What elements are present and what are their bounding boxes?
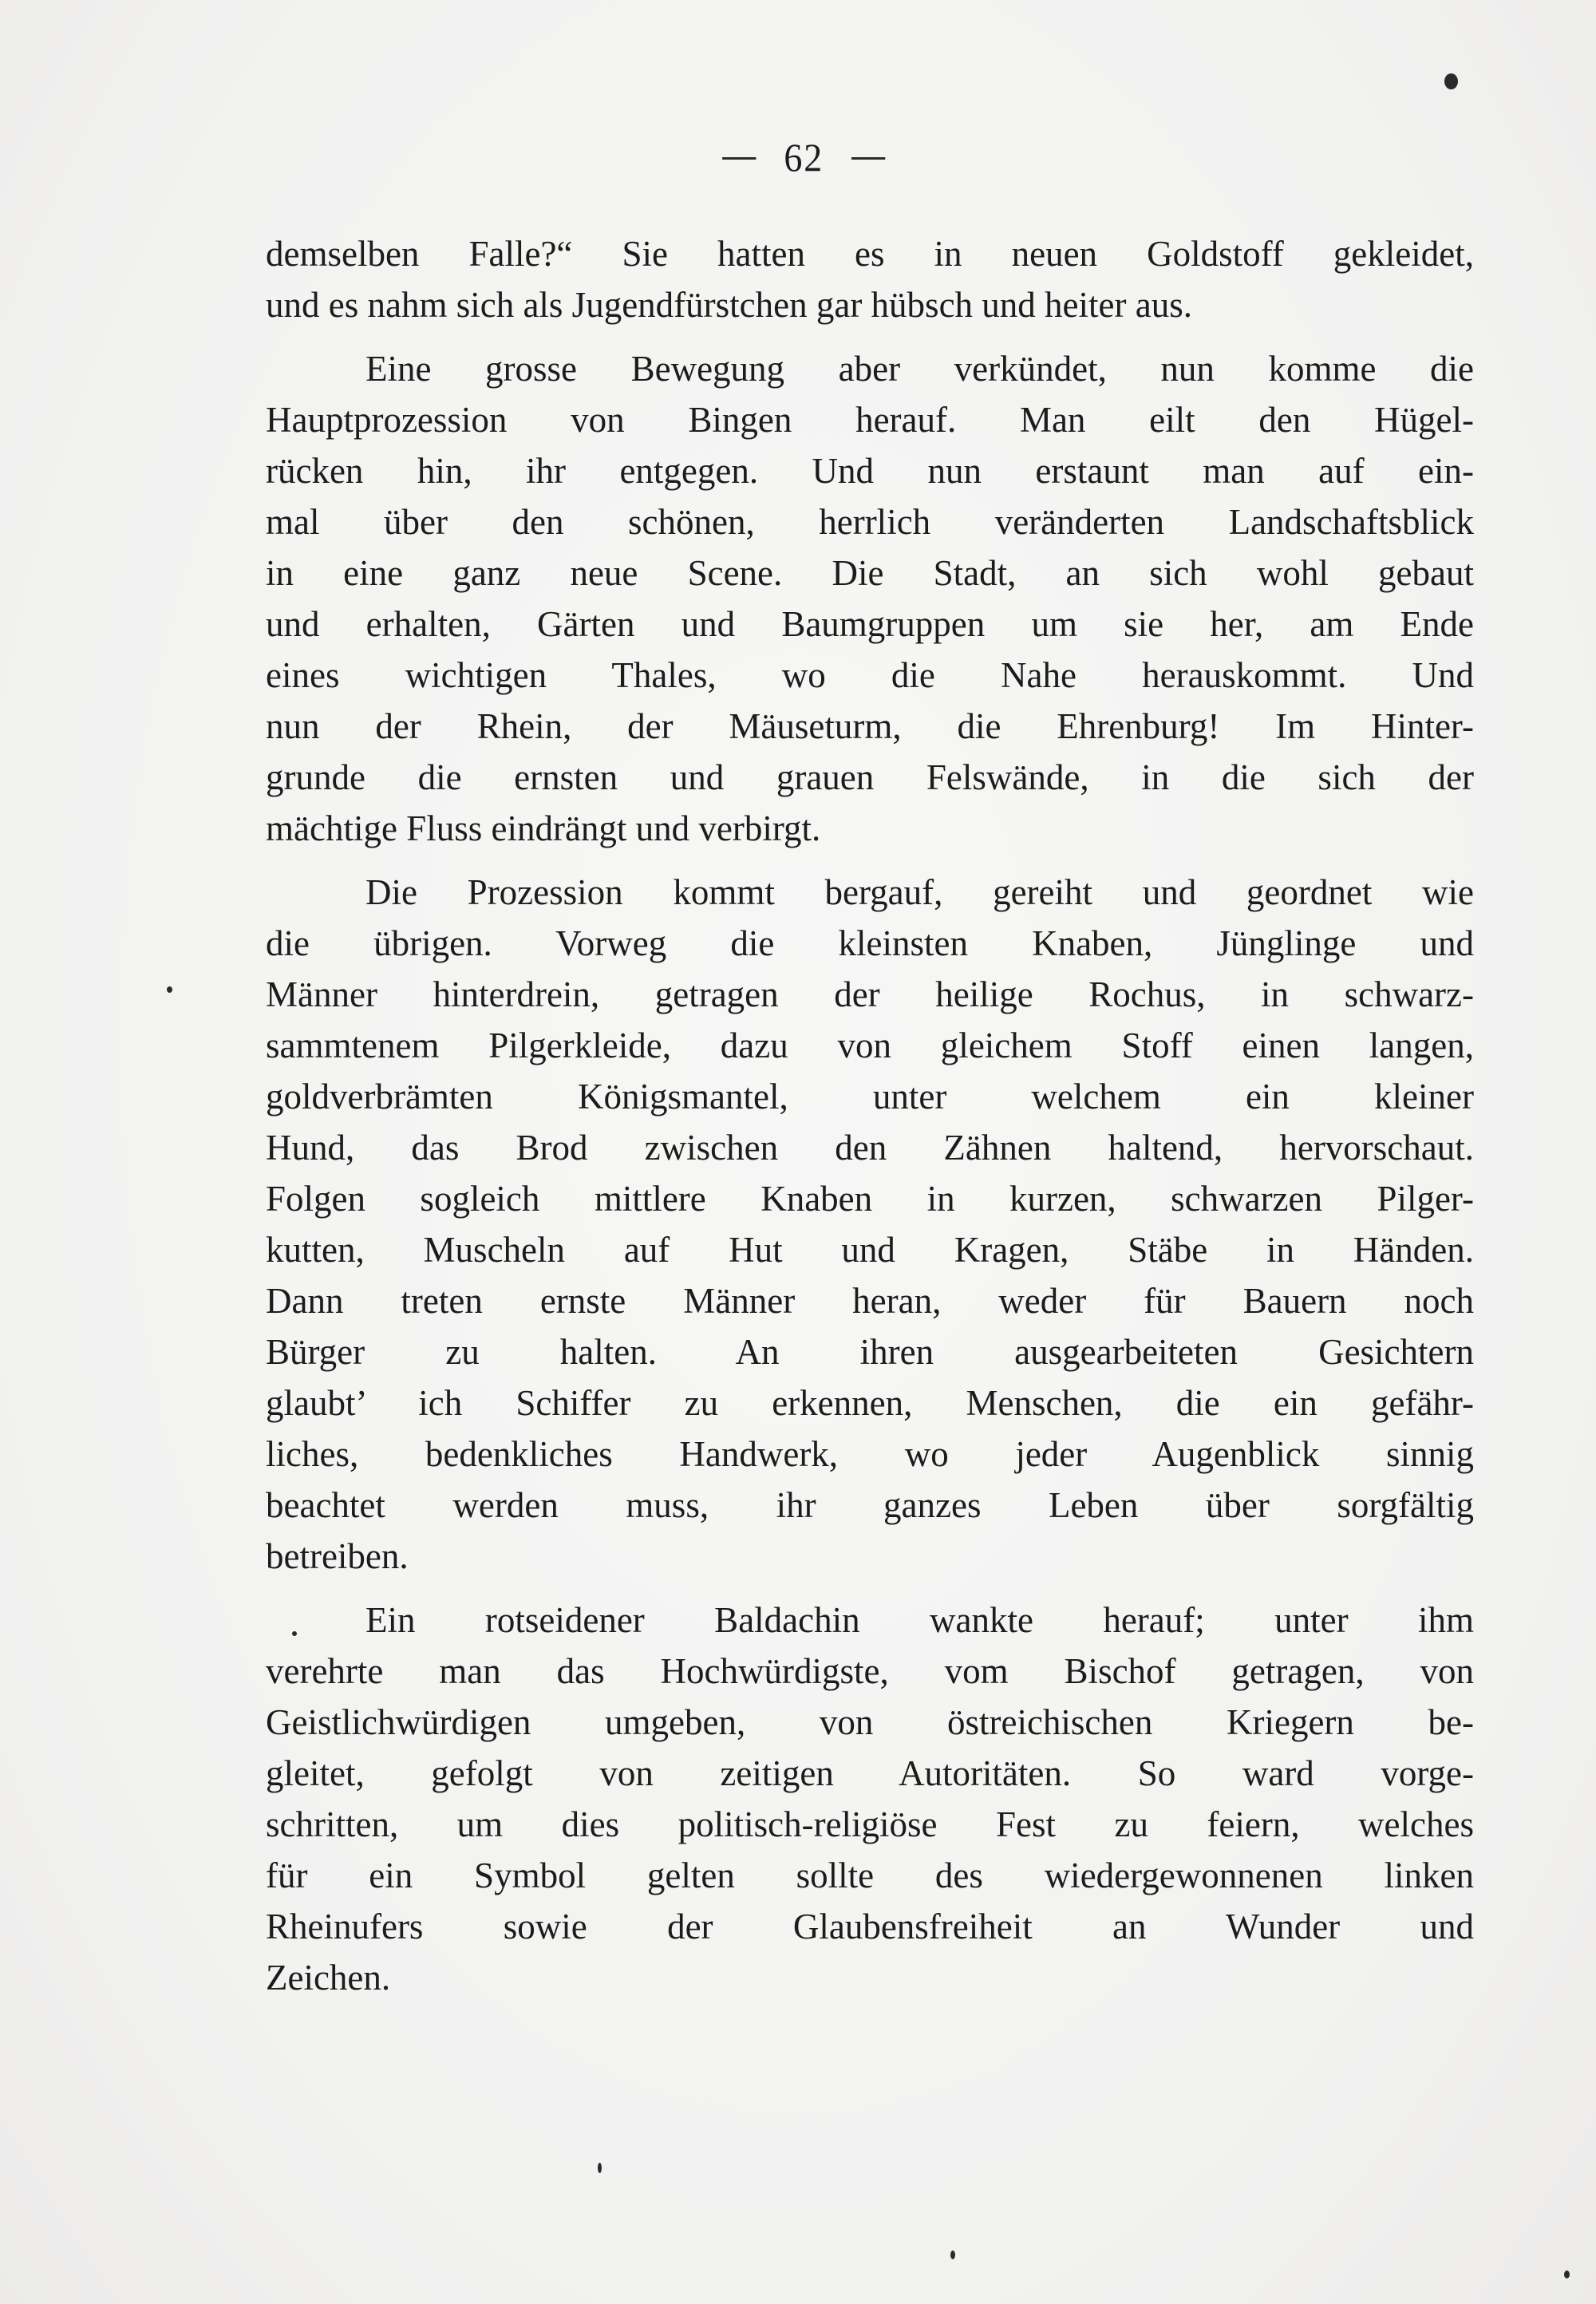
ink-speck (950, 2251, 955, 2259)
paragraph-1 (266, 228, 1474, 330)
text-line: sammtenem Pilgerkleide, dazu von gleichem Stoff einen langen, (266, 1026, 1474, 1065)
text-line: grunde die ernsten und grauen Felswände, in die sich der (266, 757, 1474, 797)
text-line: goldverbrämten Königsmantel, unter welchem ein kleiner (266, 1077, 1474, 1116)
text-line: Bürger zu halten. An ihren ausgearbeiteten Gesichtern (266, 1332, 1474, 1372)
text-line: die übrigen. Vorweg die kleinsten Knaben, Jünglinge und (266, 923, 1474, 963)
text-line: Hund, das Brod zwischen den Zähnen haltend, hervorschaut. (266, 1128, 1474, 1168)
text-line: Folgen sogleich mittlere Knaben in kurzen, schwarzen Pilger- (266, 1179, 1474, 1219)
text-line: mächtige Fluss eindrängt und verbirgt. (266, 808, 821, 848)
text-line: Zeichen. (266, 1958, 391, 1998)
ink-speck (1564, 2270, 1570, 2278)
text-line: eines wichtigen Thales, wo die Nahe herauskommt. Und (266, 655, 1474, 695)
text-line: rücken hin, ihr entgegen. Und nun erstaunt man auf ein- (266, 451, 1474, 491)
ink-speck (167, 986, 172, 993)
text-line: liches, bedenkliches Handwerk, wo jeder Augenblick sinnig (266, 1434, 1474, 1474)
text-line: glaubt’ ich Schiffer zu erkennen, Menschen, die ein gefähr- (266, 1383, 1474, 1423)
paragraph-3 (266, 867, 1474, 1582)
ink-speck (1444, 73, 1458, 89)
text-line: kutten, Muscheln auf Hut und Kragen, Stäbe in Händen. (266, 1230, 1474, 1270)
text-line: in eine ganz neue Scene. Die Stadt, an sich wohl gebaut (266, 553, 1474, 593)
paragraph-4 (266, 1595, 1474, 2003)
text-line: demselben Falle?“ Sie hatten es in neuen Goldstoff gekleidet, (266, 234, 1474, 274)
page-number-value: 62 (784, 135, 824, 180)
text-line: nun der Rhein, der Mäuseturm, die Ehrenburg! Im Hinter- (266, 706, 1474, 746)
page-number (69, 134, 1538, 180)
text-line: mal über den schönen, herrlich veränderten Landschaftsblick (266, 502, 1474, 542)
text-line: Geistlichwürdigen umgeben, von östreichischen Kriegern be- (266, 1702, 1474, 1742)
page-number-dash-left (722, 157, 756, 160)
text-line: Männer hinterdrein, getragen der heilige Rochus, in schwarz- (266, 974, 1474, 1014)
text-line: und erhalten, Gärten und Baumgruppen um sie her, am Ende (266, 604, 1474, 644)
ink-speck (598, 2163, 602, 2173)
text-line: Ein rotseidener Baldachin wankte herauf; unter ihm (365, 1600, 1474, 1640)
text-line: Rheinufers sowie der Glaubensfreiheit an Wunder und (266, 1907, 1474, 1946)
text-line: gleitet, gefolgt von zeitigen Autoritäten. So ward vorge- (266, 1753, 1474, 1793)
text-line: Die Prozession kommt bergauf, gereiht und geordnet wie (365, 872, 1474, 912)
text-line: für ein Symbol gelten sollte des wiedergewonnenen linken (266, 1855, 1474, 1895)
text-line: und es nahm sich als Jugendfürstchen gar hübsch und heiter aus. (266, 285, 1192, 325)
paragraph-2 (266, 343, 1474, 854)
text-line: Hauptprozession von Bingen herauf. Man eilt den Hügel- (266, 400, 1474, 440)
text-line: schritten, um dies politisch-religiöse Fest zu feiern, welches (266, 1804, 1474, 1844)
text-line: betreiben. (266, 1536, 409, 1576)
text-line: Dann treten ernste Männer heran, weder für Bauern noch (266, 1281, 1474, 1321)
text-line: Eine grosse Bewegung aber verkündet, nun komme die (365, 349, 1474, 389)
page-number-dash-right (851, 157, 885, 160)
body-text (266, 228, 1474, 2003)
text-line: beachtet werden muss, ihr ganzes Leben über sorgfältig (266, 1485, 1474, 1525)
text-line: verehrte man das Hochwürdigste, vom Bischof getragen, von (266, 1651, 1474, 1691)
